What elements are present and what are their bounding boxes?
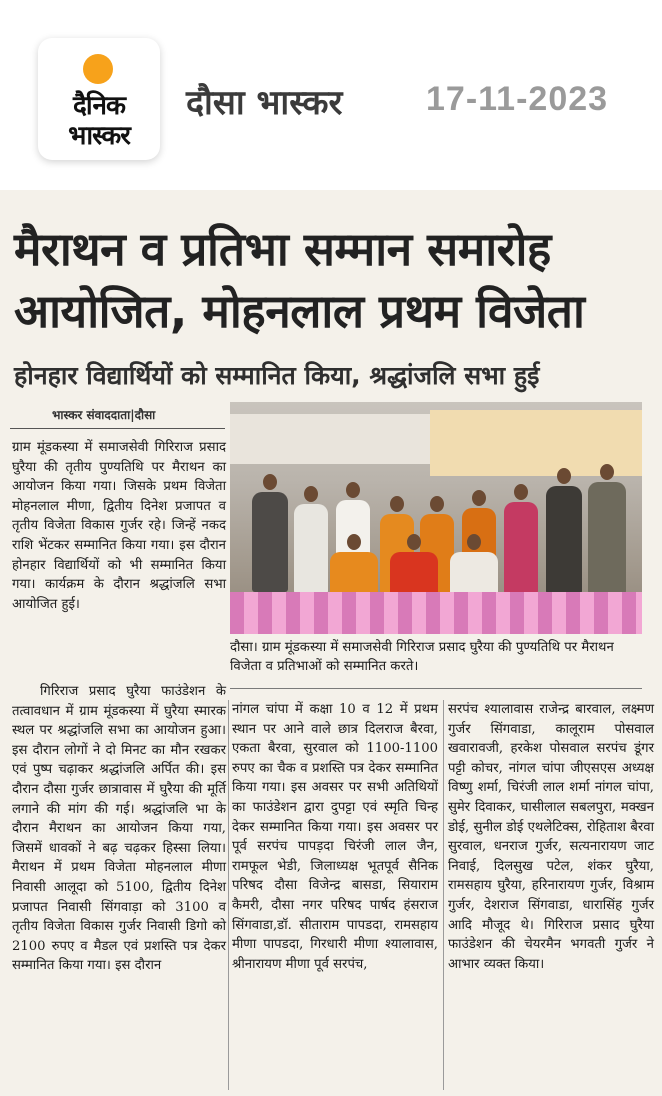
photo-caption: दौसा। ग्राम मूंडकस्या में समाजसेवी गिरिराज प्रसाद घुरैया की पुण्यतिथि पर मैराथन विजेता व प्रतिभाओं को सम्मानित करते। xyxy=(230,640,614,674)
photo-figure-head xyxy=(346,482,360,498)
photo-figure-head xyxy=(263,474,277,490)
subheadline: होनहार विद्यार्थियों को सम्मानित किया, श्रद्धांजलि सभा हुई xyxy=(14,361,540,390)
photo-figure xyxy=(252,492,288,592)
column-divider xyxy=(228,700,229,1090)
newspaper-clipping xyxy=(0,190,662,1096)
photo-figure xyxy=(546,486,582,594)
publication-date: 17-11-2023 xyxy=(426,80,609,118)
caption-divider xyxy=(230,688,642,689)
photo-floor-carpet xyxy=(230,592,642,634)
photo-figure-head xyxy=(514,484,528,500)
article-paragraph-2: गिरिराज प्रसाद घुरैया फाउंडेशन के तत्वावधान में ग्राम मूंडकस्या में घुरैया स्मारक स्थल पर श्रद्धांजलि सभा का आयोजन हुआ। इस दौरान लोगों ने दो मिनट का मौन रखकर एवं पुष्प चढ़ाकर श्रद्धांजलि अर्पित की। इस दौरान दौसा गुर्जर छात्रावास में घुरैया की मूर्ति लगाने की मांग की गई। श्रद्धांजलि भा के दौरान मैराथन का आयोजन किया गया, जिसमें धावकों ने बढ़ चढ़कर हिस्सा लिया। मैराथन में प्रथम विजेता मोहनलाल मीणा निवासी आलूदा को 5100, द्वितीय दिनेश प्रजापत निवासी सिंगवाड़ा को 3100 व तृतीय विजेता विकास गुर्जर निवासी डिगो को 2100 रुपए व मैडल एवं प्रशस्ति पत्र देकर सम्मानित किया गया। इस दौरान xyxy=(12,684,226,974)
article-column-3: सरपंच श्यालावास राजेन्द्र बारवाल, लक्ष्मण गुर्जर सिंगवाडा, कालूराम पोसवाल खवारावजी, हरकेश पोसवाल सरपंच डूंगर पट्टी कोचर, नांगल चांपा जीएसएस अध्यक्ष विष्णु शर्मा, चिरंजी लाल शर्मा नांगल चांपा, सुमेर दिवाकर, घासीलाल सबलपुरा, मक्खन डोई, सुनील डोई एथलेटिक्स, रोहिताश बैरवा सुरवाल, धनराज गुर्जर, सत्यनारायण जाट निवाई, दिलसुख पटेल, शंकर घुरैया, रामसहाय घुरैया, हरिनारायण गुर्जर, विश्राम गुर्जर, देशराज सिंगवाडा, धारासिंह गुर्जर आदि मौजूद थे। गिरिराज प्रसाद घुरैया फाउंडेशन की चेयरमैन भगवती गुर्जर ने आभार व्यक्त किया। xyxy=(448,702,654,972)
article-column-2: नांगल चांपा में कक्षा 10 व 12 में प्रथम स्थान पर आने वाले छात्र दिलराज बैरवा, एकता बैरवा, सुरवाल को 1100-1100 रुपए का चैक व प्रशस्ति पत्र देकर सम्मानित किया गया। इस अवसर पर सभी अतिथियों का फाउंडेशन द्वारा दुपट्टा एवं स्मृति चिन्ह देकर सम्मानित किया गया। इस अवसर पर पूर्व सरपंच पापड़दा चिरंजी लाल जैन, रामफूल भेडी, जिलाध्यक्ष भूतपूर्व सैनिक परिषद दौसा विजेन्द्र बासडा, सियाराम कैमरी, दौसा नगर परिषद पार्षद हंसराज सिंगवाडा,डॉ. सीताराम पापडदा, रामसहाय मीणा पापडदा, गिरधारी मीणा श्यालावास, श्रीनारायण मीणा पूर्व सरपंच, xyxy=(232,702,438,972)
byline-divider xyxy=(10,428,225,429)
logo-line2: भास्कर xyxy=(68,121,130,151)
photo-figure-head xyxy=(600,464,614,480)
column-divider xyxy=(443,700,444,1090)
event-photo xyxy=(230,402,642,634)
headline xyxy=(14,218,654,342)
dainik-bhaskar-logo xyxy=(38,38,160,160)
photo-figure-head xyxy=(557,468,571,484)
photo-figure xyxy=(294,504,328,594)
photo-figure xyxy=(390,552,438,596)
photo-figure-head xyxy=(347,534,361,550)
sun-icon xyxy=(83,54,113,84)
photo-figure xyxy=(588,482,626,594)
edition-title: दौसा भास्कर xyxy=(186,83,343,123)
headline-line2: आयोजित, मोहनलाल प्रथम विजेता xyxy=(14,284,585,338)
photo-figure-head xyxy=(472,490,486,506)
photo-backdrop xyxy=(230,414,430,464)
article-paragraph-1: ग्राम मूंडकस्या में समाजसेवी गिरिराज प्रसाद घुरैया की तृतीय पुण्यतिथि पर मैराथन का आयोजन किया गया। जिसके प्रथम विजेता मोहनलाल मीणा, द्वितीय दिनेश प्रजापत व तृतीय विजेता विकास गुर्जर रहे। जिन्हें नकद राशि भेंटकर सम्मानित किया गया। इस दौरान होनहार विद्यार्थियों को भी सम्मानित किया गया। कार्यक्रम के दौरान श्रद्धांजलि सभा आयोजित हुई। xyxy=(12,440,226,612)
photo-figure xyxy=(330,552,378,596)
photo-figure xyxy=(450,552,498,596)
headline-line1: मैराथन व प्रतिभा सम्मान समारोह xyxy=(14,222,551,276)
photo-figure-head xyxy=(390,496,404,512)
photo-figure-head xyxy=(467,534,481,550)
photo-figure-head xyxy=(430,496,444,512)
byline: भास्कर संवाददाता|दौसा xyxy=(52,408,156,422)
logo-line1: दैनिक xyxy=(73,91,125,121)
photo-figure-head xyxy=(407,534,421,550)
photo-figure xyxy=(504,502,538,594)
header xyxy=(0,0,662,190)
photo-figure-head xyxy=(304,486,318,502)
